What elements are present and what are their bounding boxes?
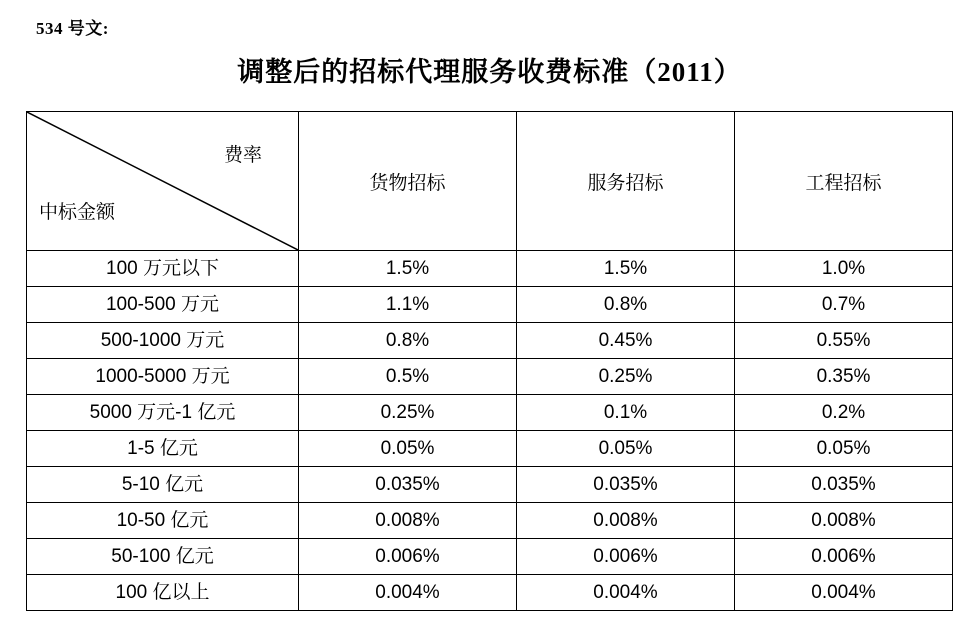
row-value-service: 0.1% bbox=[517, 395, 735, 431]
row-value-project: 0.7% bbox=[735, 287, 953, 323]
row-value-goods: 0.8% bbox=[299, 323, 517, 359]
row-value-project: 0.035% bbox=[735, 467, 953, 503]
diagonal-line-icon bbox=[27, 112, 298, 250]
row-value-goods: 0.006% bbox=[299, 539, 517, 575]
corner-label-rate: 费率 bbox=[223, 145, 262, 166]
row-value-service: 0.25% bbox=[517, 359, 735, 395]
fee-standard-table bbox=[26, 111, 953, 611]
document-reference: 534 号文: bbox=[36, 19, 109, 38]
row-value-service: 0.8% bbox=[517, 287, 735, 323]
table-row bbox=[27, 539, 953, 575]
column-header-goods: 货物招标 bbox=[299, 112, 517, 251]
fee-standard-table-wrapper bbox=[26, 111, 952, 611]
row-value-goods: 0.008% bbox=[299, 503, 517, 539]
row-label: 50-100 亿元 bbox=[27, 539, 299, 575]
corner-label-amount: 中标金额 bbox=[39, 202, 116, 223]
table-row bbox=[27, 431, 953, 467]
table-row bbox=[27, 395, 953, 431]
row-value-goods: 0.004% bbox=[299, 575, 517, 611]
table-row bbox=[27, 287, 953, 323]
row-value-project: 0.05% bbox=[735, 431, 953, 467]
column-header-project: 工程招标 bbox=[735, 112, 953, 251]
corner-header-cell bbox=[27, 112, 299, 251]
row-value-service: 0.05% bbox=[517, 431, 735, 467]
table-header-row bbox=[27, 112, 953, 251]
row-value-project: 0.35% bbox=[735, 359, 953, 395]
row-label: 1000-5000 万元 bbox=[27, 359, 299, 395]
row-value-service: 1.5% bbox=[517, 251, 735, 287]
row-label: 1-5 亿元 bbox=[27, 431, 299, 467]
row-value-service: 0.035% bbox=[517, 467, 735, 503]
row-label: 10-50 亿元 bbox=[27, 503, 299, 539]
column-header-service: 服务招标 bbox=[517, 112, 735, 251]
table-row bbox=[27, 575, 953, 611]
page-title: 调整后的招标代理服务收费标准（2011） bbox=[237, 57, 742, 87]
row-value-service: 0.008% bbox=[517, 503, 735, 539]
row-value-service: 0.004% bbox=[517, 575, 735, 611]
row-value-project: 0.006% bbox=[735, 539, 953, 575]
table-row bbox=[27, 323, 953, 359]
row-value-service: 0.006% bbox=[517, 539, 735, 575]
row-label: 100-500 万元 bbox=[27, 287, 299, 323]
table-row bbox=[27, 359, 953, 395]
row-value-project: 0.004% bbox=[735, 575, 953, 611]
row-label: 100 亿以上 bbox=[27, 575, 299, 611]
row-value-goods: 1.1% bbox=[299, 287, 517, 323]
table-row bbox=[27, 467, 953, 503]
row-label: 5-10 亿元 bbox=[27, 467, 299, 503]
table-header bbox=[27, 112, 953, 251]
row-label: 500-1000 万元 bbox=[27, 323, 299, 359]
row-value-goods: 0.035% bbox=[299, 467, 517, 503]
table-row bbox=[27, 503, 953, 539]
row-value-goods: 0.05% bbox=[299, 431, 517, 467]
row-label: 100 万元以下 bbox=[27, 251, 299, 287]
row-value-goods: 0.5% bbox=[299, 359, 517, 395]
row-value-project: 0.008% bbox=[735, 503, 953, 539]
row-value-project: 0.2% bbox=[735, 395, 953, 431]
row-label: 5000 万元-1 亿元 bbox=[27, 395, 299, 431]
row-value-goods: 1.5% bbox=[299, 251, 517, 287]
table-body bbox=[27, 251, 953, 611]
row-value-project: 1.0% bbox=[735, 251, 953, 287]
row-value-service: 0.45% bbox=[517, 323, 735, 359]
table-row bbox=[27, 251, 953, 287]
row-value-project: 0.55% bbox=[735, 323, 953, 359]
row-value-goods: 0.25% bbox=[299, 395, 517, 431]
